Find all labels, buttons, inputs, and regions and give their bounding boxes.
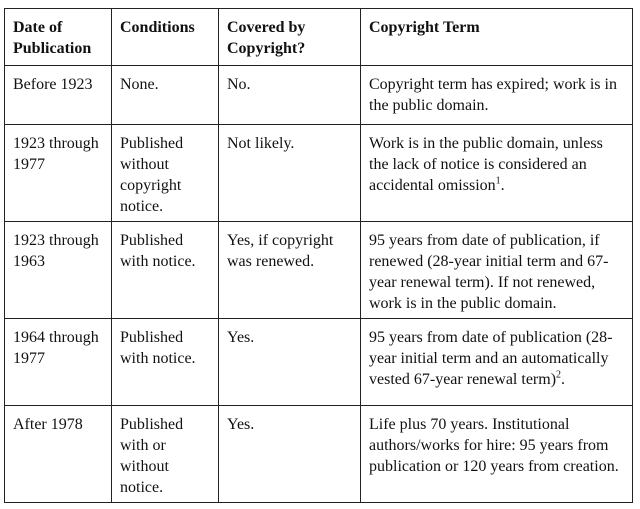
cell-conditions: Published without copyright notice. xyxy=(112,125,219,222)
footnote-ref: 2 xyxy=(556,369,562,381)
copyright-term-table xyxy=(4,8,633,503)
header-conditions: Conditions xyxy=(112,9,219,66)
cell-conditions: Published with notice. xyxy=(112,319,219,406)
cell-conditions: Published with notice. xyxy=(112,222,219,319)
cell-covered: No. xyxy=(219,66,361,125)
cell-covered: Yes, if copyright was renewed. xyxy=(219,222,361,319)
table-row xyxy=(5,222,633,319)
term-text: Work is in the public domain, unless the lack of notice is considered an accidental omission xyxy=(369,135,603,194)
cell-date: After 1978 xyxy=(5,406,112,503)
cell-conditions: Published with or without notice. xyxy=(112,406,219,503)
cell-covered: Yes. xyxy=(219,406,361,503)
cell-date: 1923 through 1977 xyxy=(5,125,112,222)
cell-date: Before 1923 xyxy=(5,66,112,125)
cell-term xyxy=(361,125,633,222)
header-copyright-term: Copyright Term xyxy=(361,9,633,66)
cell-term: 95 years from date of publication, if renewed (28-year initial term and 67-year renewal term). If not renewed, work is in the public domain. xyxy=(361,222,633,319)
cell-term xyxy=(361,319,633,406)
table-row xyxy=(5,66,633,125)
header-date-of-publication: Date of Publication xyxy=(5,9,112,66)
cell-term: Copyright term has expired; work is in the public domain. xyxy=(361,66,633,125)
cell-covered: Not likely. xyxy=(219,125,361,222)
cell-term: Life plus 70 years. Institutional authors/works for hire: 95 years from publication or 120 years from creation. xyxy=(361,406,633,503)
cell-conditions: None. xyxy=(112,66,219,125)
footnote-ref: 1 xyxy=(495,175,501,187)
term-suffix: . xyxy=(561,371,566,388)
cell-date: 1964 through 1977 xyxy=(5,319,112,406)
table-row xyxy=(5,319,633,406)
table-header-row xyxy=(5,9,633,66)
term-text: 95 years from date of publication (28-year initial term and an automatically vested 67-year renewal term) xyxy=(369,329,613,388)
table-row xyxy=(5,125,633,222)
cell-covered: Yes. xyxy=(219,319,361,406)
term-suffix: . xyxy=(500,177,505,194)
cell-date: 1923 through 1963 xyxy=(5,222,112,319)
header-covered-by-copyright: Covered by Copyright? xyxy=(219,9,361,66)
table-row xyxy=(5,406,633,503)
